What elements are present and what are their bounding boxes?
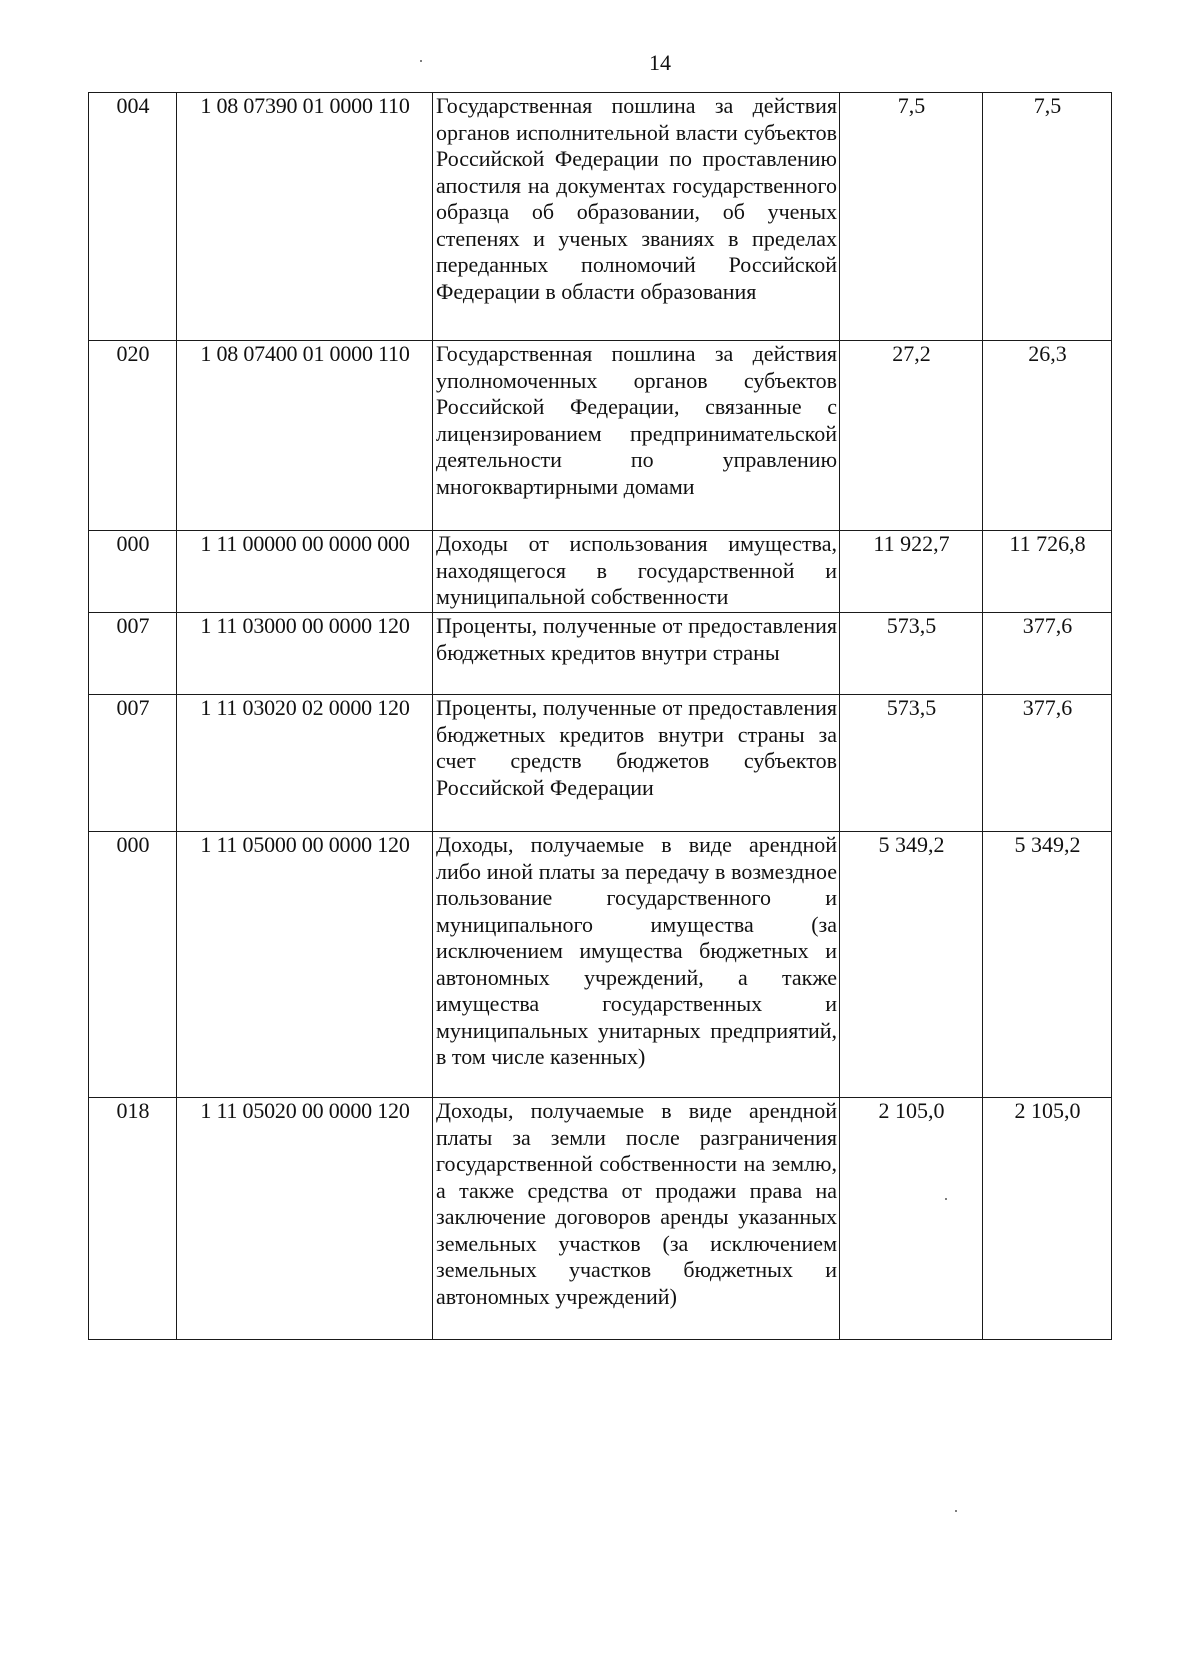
budget-code-cell: 1 08 07390 01 0000 110 <box>177 93 433 341</box>
amount-cell-1: 5 349,2 <box>840 832 983 1098</box>
table-row <box>89 341 1112 531</box>
admin-code-cell: 000 <box>89 531 177 613</box>
table-row <box>89 1098 1112 1340</box>
amount-cell-2: 26,3 <box>983 341 1112 531</box>
income-name-cell: Доходы от использования имущества, находящегося в государственной и муниципальной собственности <box>433 531 840 613</box>
admin-code-cell: 007 <box>89 695 177 832</box>
budget-code-cell: 1 11 05020 00 0000 120 <box>177 1098 433 1340</box>
income-name-cell: Государственная пошлина за действия уполномоченных органов субъектов Российской Федерации, связанные с лицензированием предпринимательской деятельности по управлению многоквартирными домами <box>433 341 840 531</box>
income-name-cell: Проценты, полученные от предоставления бюджетных кредитов внутри страны <box>433 613 840 695</box>
budget-code-cell: 1 11 03000 00 0000 120 <box>177 613 433 695</box>
budget-code-cell: 1 11 00000 00 0000 000 <box>177 531 433 613</box>
scan-speck <box>955 1510 957 1512</box>
budget-code-cell: 1 11 05000 00 0000 120 <box>177 832 433 1098</box>
admin-code-cell: 000 <box>89 832 177 1098</box>
table-row <box>89 613 1112 695</box>
amount-cell-1: 2 105,0 <box>840 1098 983 1340</box>
table-row <box>89 695 1112 832</box>
income-name-cell: Доходы, получаемые в виде арендной платы за земли после разграничения государственной собственности на землю, а также средства от продажи права на заключение договоров аренды указанных земельных участков (за исключением земельных участков бюджетных и автономных учреждений) <box>433 1098 840 1340</box>
income-name-cell: Государственная пошлина за действия органов исполнительной власти субъектов Российской Федерации по проставлению апостиля на документах государственного образца об образовании, об ученых степенях и ученых званиях в пределах переданных полномочий Российской Федерации в области образования <box>433 93 840 341</box>
amount-cell-2: 377,6 <box>983 613 1112 695</box>
admin-code-cell: 018 <box>89 1098 177 1340</box>
budget-code-cell: 1 11 03020 02 0000 120 <box>177 695 433 832</box>
income-name-cell: Проценты, полученные от предоставления бюджетных кредитов внутри страны за счет средств бюджетов субъектов Российской Федерации <box>433 695 840 832</box>
amount-cell-1: 573,5 <box>840 613 983 695</box>
table-row <box>89 93 1112 341</box>
scan-speck <box>420 60 422 62</box>
table-row <box>89 832 1112 1098</box>
revenue-table <box>88 92 1112 1340</box>
page-number: 14 <box>649 50 671 75</box>
amount-cell-1: 11 922,7 <box>840 531 983 613</box>
amount-cell-2: 5 349,2 <box>983 832 1112 1098</box>
amount-cell-2: 377,6 <box>983 695 1112 832</box>
admin-code-cell: 004 <box>89 93 177 341</box>
amount-cell-2: 2 105,0 <box>983 1098 1112 1340</box>
admin-code-cell: 007 <box>89 613 177 695</box>
amount-cell-1: 27,2 <box>840 341 983 531</box>
admin-code-cell: 020 <box>89 341 177 531</box>
amount-cell-2: 7,5 <box>983 93 1112 341</box>
amount-cell-1: 573,5 <box>840 695 983 832</box>
table-row <box>89 531 1112 613</box>
budget-code-cell: 1 08 07400 01 0000 110 <box>177 341 433 531</box>
amount-cell-2: 11 726,8 <box>983 531 1112 613</box>
amount-cell-1: 7,5 <box>840 93 983 341</box>
income-name-cell: Доходы, получаемые в виде арендной либо иной платы за передачу в возмездное пользование государственного и муниципального имущества (за исключением имущества бюджетных и автономных учреждений, а также имущества государственных и муниципальных унитарных предприятий, в том числе казенных) <box>433 832 840 1098</box>
